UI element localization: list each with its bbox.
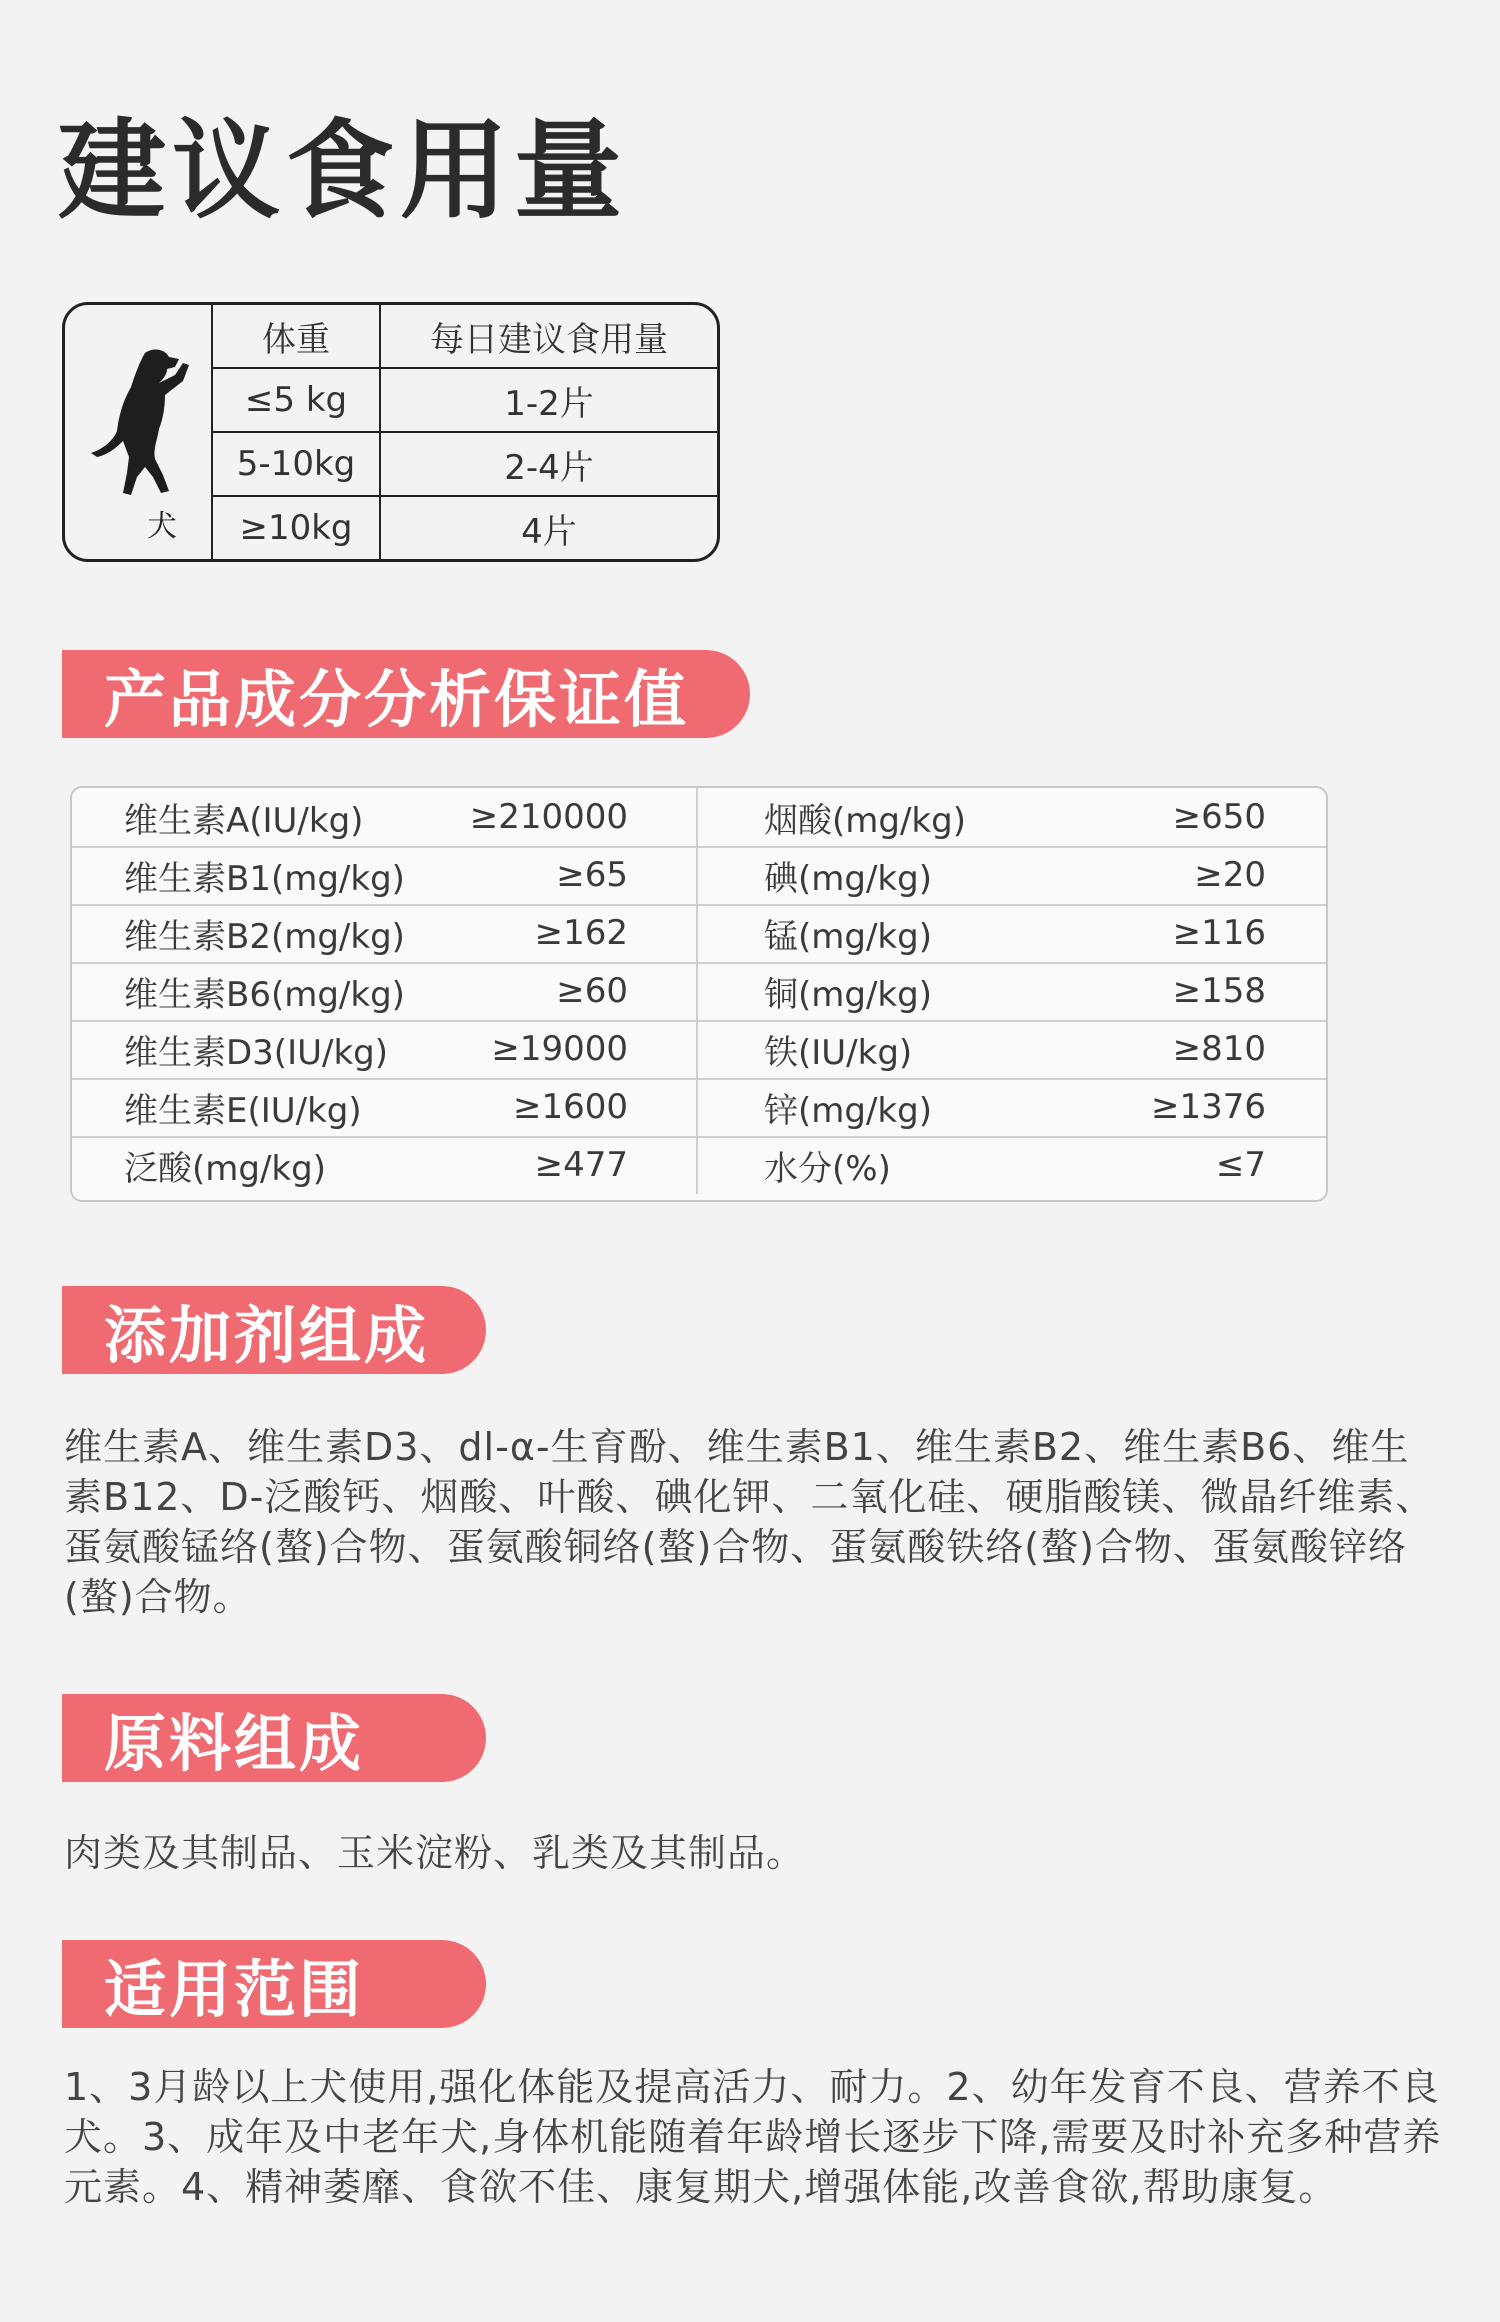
analysis-row	[72, 962, 1326, 1022]
dose-cell: 1-2片	[504, 383, 594, 424]
nutrient-name: 维生素B1(mg/kg)	[124, 858, 405, 899]
analysis-cell-left	[72, 962, 698, 1020]
dog-cell	[65, 305, 213, 559]
nutrient-value: ≥162	[534, 913, 628, 953]
dose-cell: 2-4片	[504, 447, 594, 488]
nutrient-value: ≥1376	[1150, 1087, 1266, 1127]
analysis-cell-left	[72, 1020, 698, 1078]
nutrient-name: 维生素E(IU/kg)	[124, 1090, 362, 1131]
dosage-header-row	[213, 305, 717, 369]
analysis-cell-left	[72, 904, 698, 962]
analysis-cell-right	[698, 962, 1326, 1020]
nutrient-value: ≥65	[556, 855, 628, 895]
additives-section-title: 添加剂组成	[62, 1286, 486, 1374]
nutrient-name: 水分(%)	[764, 1148, 891, 1189]
analysis-cell-right	[698, 1078, 1326, 1136]
analysis-cell-left	[72, 788, 698, 846]
dosage-row	[213, 433, 717, 497]
analysis-cell-right	[698, 846, 1326, 904]
nutrient-name: 锰(mg/kg)	[764, 916, 932, 957]
nutrient-name: 烟酸(mg/kg)	[764, 800, 966, 841]
scope-text: 1、3月龄以上犬使用,强化体能及提高活力、耐力。2、幼年发育不良、营养不良犬。3、成年及中老年犬,身体机能随着年龄增长逐步下降,需要及时补充多种营养元素。4、精神萎靡、食欲不佳、康复期犬,增强体能,改善食欲,帮助康复。	[64, 2065, 1442, 2209]
nutrient-name: 维生素B2(mg/kg)	[124, 916, 405, 957]
weight-cell: ≤5 kg	[213, 369, 381, 431]
analysis-row	[72, 904, 1326, 964]
nutrient-name: 碘(mg/kg)	[764, 858, 932, 899]
nutrient-value: ≥810	[1172, 1029, 1266, 1069]
analysis-cell-left	[72, 1078, 698, 1136]
animal-label: 犬	[147, 509, 177, 544]
analysis-cell-left	[72, 846, 698, 904]
raw-section-title: 原料组成	[62, 1694, 486, 1782]
nutrient-value: ≥650	[1172, 797, 1266, 837]
header-daily-dose: 每日建议食用量	[430, 319, 668, 360]
additives-text: 维生素A、维生素D3、dl-α-生育酚、维生素B1、维生素B2、维生素B6、维生素B12、D-泛酸钙、烟酸、叶酸、碘化钾、二氧化硅、硬脂酸镁、微晶纤维素、蛋氨酸锰络(螯)合物、蛋氨酸铜络(螯)合物、蛋氨酸铁络(螯)合物、蛋氨酸锌络(螯)合物。	[64, 1425, 1435, 1619]
dog-icon	[83, 345, 193, 505]
nutrient-name: 铜(mg/kg)	[764, 974, 932, 1015]
nutrient-value: ≥116	[1172, 913, 1266, 953]
page-title: 建议食用量	[58, 109, 629, 234]
analysis-cell-right	[698, 1020, 1326, 1078]
nutrient-value: ≥210000	[469, 797, 628, 837]
analysis-row	[72, 1020, 1326, 1080]
analysis-cell-right	[698, 788, 1326, 846]
dosage-row	[213, 497, 717, 559]
nutrient-value: ≥19000	[491, 1029, 628, 1069]
analysis-section-title: 产品成分分析保证值	[62, 650, 750, 738]
analysis-row	[72, 1136, 1326, 1194]
nutrient-name: 维生素D3(IU/kg)	[124, 1032, 388, 1073]
analysis-table	[70, 786, 1328, 1202]
header-weight: 体重	[213, 305, 381, 367]
raw-text: 肉类及其制品、玉米淀粉、乳类及其制品。	[64, 1831, 806, 1875]
analysis-cell-right	[698, 904, 1326, 962]
analysis-cell-right	[698, 1136, 1326, 1194]
nutrient-value: ≥20	[1194, 855, 1266, 895]
nutrient-name: 维生素B6(mg/kg)	[124, 974, 405, 1015]
analysis-cell-left	[72, 1136, 698, 1194]
nutrient-name: 锌(mg/kg)	[764, 1090, 932, 1131]
nutrient-name: 泛酸(mg/kg)	[124, 1148, 326, 1189]
nutrient-value: ≤7	[1215, 1145, 1266, 1185]
analysis-row	[72, 788, 1326, 848]
analysis-row	[72, 846, 1326, 906]
nutrient-name: 维生素A(IU/kg)	[124, 800, 364, 841]
nutrient-value: ≥60	[556, 971, 628, 1011]
dosage-table	[62, 302, 720, 562]
dosage-grid	[213, 305, 717, 559]
analysis-row	[72, 1078, 1326, 1138]
weight-cell: 5-10kg	[213, 433, 381, 495]
nutrient-value: ≥477	[534, 1145, 628, 1185]
nutrient-name: 铁(IU/kg)	[764, 1032, 913, 1073]
scope-section-title: 适用范围	[62, 1940, 486, 2028]
dosage-row	[213, 369, 717, 433]
nutrient-value: ≥1600	[512, 1087, 628, 1127]
dose-cell: 4片	[521, 511, 577, 552]
nutrient-value: ≥158	[1172, 971, 1266, 1011]
weight-cell: ≥10kg	[213, 497, 381, 559]
